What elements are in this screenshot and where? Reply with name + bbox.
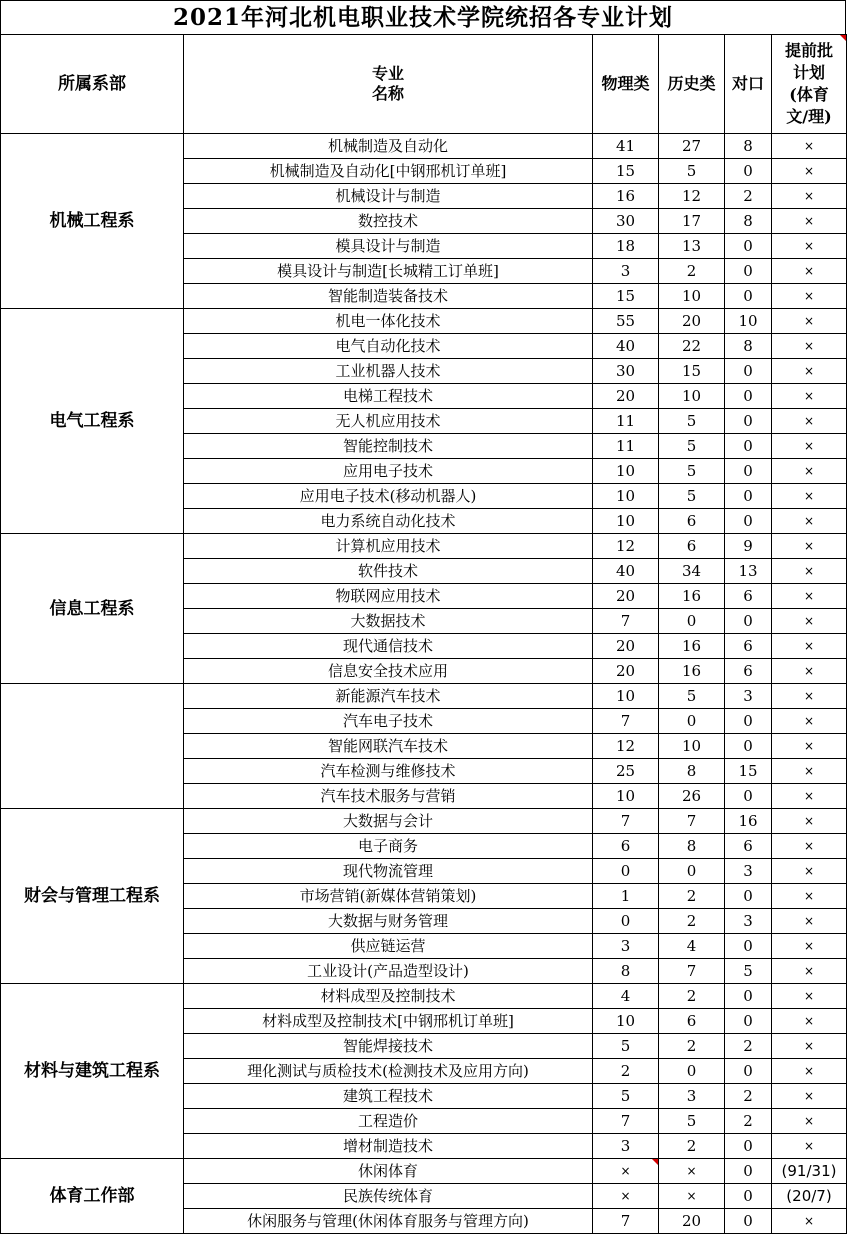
major-name-cell: 软件技术 <box>184 559 593 584</box>
vocational-count-cell: 6 <box>725 634 772 659</box>
early-admission-cell: (91/31) <box>772 1159 847 1184</box>
header-early-line1: 提前批 <box>784 41 833 60</box>
history-count-cell: 6 <box>659 509 725 534</box>
early-admission-cell: × <box>772 259 847 284</box>
vocational-count-cell: 0 <box>725 384 772 409</box>
history-count-cell: 2 <box>659 1034 725 1059</box>
early-admission-cell: × <box>772 409 847 434</box>
early-admission-cell: × <box>772 234 847 259</box>
history-count-cell: 2 <box>659 909 725 934</box>
physics-count-cell: 25 <box>593 759 659 784</box>
history-count-cell: 10 <box>659 384 725 409</box>
vocational-count-cell: 3 <box>725 859 772 884</box>
early-admission-cell: × <box>772 459 847 484</box>
major-name-cell: 建筑工程技术 <box>184 1084 593 1109</box>
physics-count-cell: 30 <box>593 359 659 384</box>
header-early-admission <box>772 35 847 134</box>
vocational-count-cell: 0 <box>725 1159 772 1184</box>
major-name-cell: 民族传统体育 <box>184 1184 593 1209</box>
history-count-cell: 8 <box>659 834 725 859</box>
physics-count-cell: 5 <box>593 1034 659 1059</box>
vocational-count-cell: 2 <box>725 1109 772 1134</box>
vocational-count-cell: 5 <box>725 959 772 984</box>
history-count-cell: 0 <box>659 1059 725 1084</box>
physics-count-cell: 40 <box>593 559 659 584</box>
history-count-cell: 16 <box>659 584 725 609</box>
early-admission-cell: × <box>772 684 847 709</box>
vocational-count-cell: 0 <box>725 284 772 309</box>
major-name-cell: 信息安全技术应用 <box>184 659 593 684</box>
vocational-count-cell: 8 <box>725 334 772 359</box>
early-admission-cell: × <box>772 309 847 334</box>
department-cell: 信息工程系 <box>1 534 184 684</box>
vocational-count-cell: 2 <box>725 1084 772 1109</box>
major-name-cell: 模具设计与制造[长城精工订单班] <box>184 259 593 284</box>
table-body <box>1 134 847 1234</box>
table-row <box>1 1159 847 1184</box>
history-count-cell: 8 <box>659 759 725 784</box>
vocational-count-cell: 0 <box>725 509 772 534</box>
vocational-count-cell: 0 <box>725 1184 772 1209</box>
major-name-cell: 电力系统自动化技术 <box>184 509 593 534</box>
physics-count-cell: 20 <box>593 634 659 659</box>
major-name-cell: 增材制造技术 <box>184 1134 593 1159</box>
vocational-count-cell: 0 <box>725 784 772 809</box>
header-major-line1: 专业 <box>371 64 404 83</box>
vocational-count-cell: 3 <box>725 684 772 709</box>
header-department: 所属系部 <box>1 35 184 134</box>
early-admission-cell: × <box>772 534 847 559</box>
header-early-line2: 计划 <box>792 63 825 82</box>
major-name-cell: 大数据与会计 <box>184 809 593 834</box>
history-count-cell: 10 <box>659 284 725 309</box>
early-admission-cell: × <box>772 884 847 909</box>
major-name-cell: 大数据与财务管理 <box>184 909 593 934</box>
major-name-cell: 汽车技术服务与营销 <box>184 784 593 809</box>
history-count-cell: 0 <box>659 709 725 734</box>
physics-count-cell: 7 <box>593 1109 659 1134</box>
vocational-count-cell: 0 <box>725 359 772 384</box>
vocational-count-cell: 0 <box>725 884 772 909</box>
history-count-cell: 2 <box>659 259 725 284</box>
early-admission-cell: × <box>772 559 847 584</box>
department-cell: 材料与建筑工程系 <box>1 984 184 1159</box>
physics-count-cell: 7 <box>593 809 659 834</box>
history-count-cell: 4 <box>659 934 725 959</box>
physics-count-cell: 1 <box>593 884 659 909</box>
major-name-cell: 汽车检测与维修技术 <box>184 759 593 784</box>
physics-count-cell: 7 <box>593 709 659 734</box>
early-admission-cell: × <box>772 334 847 359</box>
early-admission-cell: × <box>772 584 847 609</box>
early-admission-cell: × <box>772 859 847 884</box>
history-count-cell: 22 <box>659 334 725 359</box>
physics-count-cell: 7 <box>593 609 659 634</box>
history-count-cell: 5 <box>659 484 725 509</box>
table-row <box>1 809 847 834</box>
vocational-count-cell: 0 <box>725 984 772 1009</box>
major-name-cell: 休闲体育 <box>184 1159 593 1184</box>
early-admission-cell: × <box>772 609 847 634</box>
comment-marker <box>840 35 846 41</box>
early-admission-cell: × <box>772 284 847 309</box>
early-admission-cell: × <box>772 1109 847 1134</box>
physics-count-cell: 20 <box>593 384 659 409</box>
vocational-count-cell: 3 <box>725 909 772 934</box>
vocational-count-cell: 6 <box>725 659 772 684</box>
history-count-cell: 5 <box>659 1109 725 1134</box>
history-count-cell: × <box>659 1159 725 1184</box>
vocational-count-cell: 0 <box>725 234 772 259</box>
history-count-cell: 34 <box>659 559 725 584</box>
major-name-cell: 智能网联汽车技术 <box>184 734 593 759</box>
vocational-count-cell: 8 <box>725 134 772 159</box>
physics-count-cell: 11 <box>593 409 659 434</box>
vocational-count-cell: 0 <box>725 434 772 459</box>
header-early-line3: (体育 <box>789 85 829 104</box>
table-row <box>1 134 847 159</box>
physics-count-cell: 10 <box>593 509 659 534</box>
major-name-cell: 新能源汽车技术 <box>184 684 593 709</box>
vocational-count-cell: 0 <box>725 159 772 184</box>
early-admission-cell: × <box>772 759 847 784</box>
vocational-count-cell: 0 <box>725 734 772 759</box>
vocational-count-cell: 0 <box>725 1134 772 1159</box>
physics-count-cell: × <box>593 1184 659 1209</box>
header-major <box>184 35 593 134</box>
history-count-cell: 20 <box>659 1209 725 1234</box>
early-admission-cell: × <box>772 834 847 859</box>
physics-count-cell: 3 <box>593 259 659 284</box>
physics-count-cell: 12 <box>593 734 659 759</box>
table-row <box>1 684 847 709</box>
department-cell: 机械工程系 <box>1 134 184 309</box>
header-row <box>1 35 847 134</box>
major-name-cell: 应用电子技术(移动机器人) <box>184 484 593 509</box>
early-admission-cell: × <box>772 909 847 934</box>
table-row <box>1 984 847 1009</box>
major-name-cell: 休闲服务与管理(休闲体育服务与管理方向) <box>184 1209 593 1234</box>
history-count-cell: 6 <box>659 1009 725 1034</box>
major-name-cell: 模具设计与制造 <box>184 234 593 259</box>
early-admission-cell: × <box>772 359 847 384</box>
physics-count-cell: 10 <box>593 1009 659 1034</box>
physics-count-cell: 20 <box>593 584 659 609</box>
vocational-count-cell: 0 <box>725 609 772 634</box>
history-count-cell: 5 <box>659 684 725 709</box>
early-admission-cell: × <box>772 509 847 534</box>
history-count-cell: 5 <box>659 434 725 459</box>
physics-count-cell: 15 <box>593 159 659 184</box>
physics-count-cell: 8 <box>593 959 659 984</box>
history-count-cell: 5 <box>659 159 725 184</box>
history-count-cell: 16 <box>659 634 725 659</box>
physics-count-cell: 3 <box>593 1134 659 1159</box>
history-count-cell: 5 <box>659 409 725 434</box>
history-count-cell: 2 <box>659 1134 725 1159</box>
header-vocational: 对口 <box>725 35 772 134</box>
early-admission-cell: × <box>772 709 847 734</box>
department-cell: 财会与管理工程系 <box>1 809 184 984</box>
early-admission-cell: × <box>772 1059 847 1084</box>
header-major-line2: 名称 <box>371 84 404 103</box>
major-name-cell: 汽车电子技术 <box>184 709 593 734</box>
history-count-cell: × <box>659 1184 725 1209</box>
vocational-count-cell: 0 <box>725 934 772 959</box>
vocational-count-cell: 0 <box>725 259 772 284</box>
physics-count-cell: 41 <box>593 134 659 159</box>
early-admission-cell: × <box>772 209 847 234</box>
physics-count-cell: 15 <box>593 284 659 309</box>
early-admission-cell: × <box>772 784 847 809</box>
major-name-cell: 电气自动化技术 <box>184 334 593 359</box>
early-admission-cell: × <box>772 1009 847 1034</box>
early-admission-cell: × <box>772 934 847 959</box>
vocational-count-cell: 9 <box>725 534 772 559</box>
early-admission-cell: × <box>772 184 847 209</box>
physics-count-cell: × <box>593 1159 659 1184</box>
physics-count-cell: 10 <box>593 459 659 484</box>
physics-count-cell: 20 <box>593 659 659 684</box>
history-count-cell: 5 <box>659 459 725 484</box>
history-count-cell: 10 <box>659 734 725 759</box>
table-row <box>1 309 847 334</box>
major-name-cell: 无人机应用技术 <box>184 409 593 434</box>
sheet-title: 2021年河北机电职业技术学院统招各专业计划 <box>0 0 846 34</box>
major-name-cell: 工业设计(产品造型设计) <box>184 959 593 984</box>
early-admission-cell: × <box>772 159 847 184</box>
vocational-count-cell: 0 <box>725 709 772 734</box>
history-count-cell: 15 <box>659 359 725 384</box>
early-admission-cell: × <box>772 1084 847 1109</box>
physics-count-cell: 18 <box>593 234 659 259</box>
early-admission-cell: × <box>772 434 847 459</box>
history-count-cell: 3 <box>659 1084 725 1109</box>
physics-count-cell: 40 <box>593 334 659 359</box>
history-count-cell: 6 <box>659 534 725 559</box>
major-name-cell: 机械设计与制造 <box>184 184 593 209</box>
vocational-count-cell: 0 <box>725 459 772 484</box>
physics-count-cell: 0 <box>593 859 659 884</box>
major-name-cell: 物联网应用技术 <box>184 584 593 609</box>
early-admission-cell: × <box>772 134 847 159</box>
vocational-count-cell: 0 <box>725 409 772 434</box>
vocational-count-cell: 16 <box>725 809 772 834</box>
history-count-cell: 0 <box>659 859 725 884</box>
history-count-cell: 7 <box>659 959 725 984</box>
major-name-cell: 机械制造及自动化[中钢邢机订单班] <box>184 159 593 184</box>
major-name-cell: 材料成型及控制技术[中钢邢机订单班] <box>184 1009 593 1034</box>
early-admission-cell: × <box>772 809 847 834</box>
major-name-cell: 计算机应用技术 <box>184 534 593 559</box>
physics-count-cell: 10 <box>593 684 659 709</box>
vocational-count-cell: 2 <box>725 184 772 209</box>
plan-table <box>0 34 847 1234</box>
major-name-cell: 大数据技术 <box>184 609 593 634</box>
header-history: 历史类 <box>659 35 725 134</box>
history-count-cell: 16 <box>659 659 725 684</box>
vocational-count-cell: 6 <box>725 834 772 859</box>
early-admission-cell: × <box>772 1034 847 1059</box>
physics-count-cell: 3 <box>593 934 659 959</box>
major-name-cell: 智能焊接技术 <box>184 1034 593 1059</box>
history-count-cell: 27 <box>659 134 725 159</box>
early-admission-cell: × <box>772 1209 847 1234</box>
major-name-cell: 机电一体化技术 <box>184 309 593 334</box>
physics-count-cell: 30 <box>593 209 659 234</box>
major-name-cell: 电梯工程技术 <box>184 384 593 409</box>
vocational-count-cell: 13 <box>725 559 772 584</box>
early-admission-cell: × <box>772 984 847 1009</box>
header-physics: 物理类 <box>593 35 659 134</box>
history-count-cell: 17 <box>659 209 725 234</box>
major-name-cell: 电子商务 <box>184 834 593 859</box>
vocational-count-cell: 2 <box>725 1034 772 1059</box>
major-name-cell: 机械制造及自动化 <box>184 134 593 159</box>
physics-count-cell: 55 <box>593 309 659 334</box>
physics-count-cell: 0 <box>593 909 659 934</box>
comment-marker <box>652 1159 658 1165</box>
major-name-cell: 智能制造装备技术 <box>184 284 593 309</box>
major-name-cell: 理化测试与质检技术(检测技术及应用方向) <box>184 1059 593 1084</box>
history-count-cell: 2 <box>659 984 725 1009</box>
vocational-count-cell: 0 <box>725 1009 772 1034</box>
department-cell <box>1 684 184 809</box>
vocational-count-cell: 8 <box>725 209 772 234</box>
vocational-count-cell: 6 <box>725 584 772 609</box>
physics-count-cell: 16 <box>593 184 659 209</box>
history-count-cell: 26 <box>659 784 725 809</box>
physics-count-cell: 11 <box>593 434 659 459</box>
physics-count-cell: 4 <box>593 984 659 1009</box>
major-name-cell: 现代通信技术 <box>184 634 593 659</box>
early-admission-cell: × <box>772 1134 847 1159</box>
major-name-cell: 智能控制技术 <box>184 434 593 459</box>
physics-count-cell: 10 <box>593 784 659 809</box>
header-early-line4: 文/理) <box>786 107 832 126</box>
history-count-cell: 12 <box>659 184 725 209</box>
vocational-count-cell: 0 <box>725 1209 772 1234</box>
department-cell: 体育工作部 <box>1 1159 184 1234</box>
early-admission-cell: × <box>772 734 847 759</box>
physics-count-cell: 12 <box>593 534 659 559</box>
major-name-cell: 应用电子技术 <box>184 459 593 484</box>
major-name-cell: 材料成型及控制技术 <box>184 984 593 1009</box>
major-name-cell: 数控技术 <box>184 209 593 234</box>
early-admission-cell: × <box>772 634 847 659</box>
vocational-count-cell: 0 <box>725 484 772 509</box>
early-admission-cell: (20/7) <box>772 1184 847 1209</box>
major-name-cell: 现代物流管理 <box>184 859 593 884</box>
table-row <box>1 534 847 559</box>
history-count-cell: 20 <box>659 309 725 334</box>
major-name-cell: 工业机器人技术 <box>184 359 593 384</box>
history-count-cell: 2 <box>659 884 725 909</box>
history-count-cell: 7 <box>659 809 725 834</box>
early-admission-cell: × <box>772 484 847 509</box>
physics-count-cell: 10 <box>593 484 659 509</box>
major-name-cell: 市场营销(新媒体营销策划) <box>184 884 593 909</box>
early-admission-cell: × <box>772 659 847 684</box>
physics-count-cell: 6 <box>593 834 659 859</box>
major-name-cell: 供应链运营 <box>184 934 593 959</box>
physics-count-cell: 2 <box>593 1059 659 1084</box>
major-name-cell: 工程造价 <box>184 1109 593 1134</box>
department-cell: 电气工程系 <box>1 309 184 534</box>
physics-count-cell: 7 <box>593 1209 659 1234</box>
history-count-cell: 13 <box>659 234 725 259</box>
early-admission-cell: × <box>772 384 847 409</box>
physics-count-cell: 5 <box>593 1084 659 1109</box>
vocational-count-cell: 10 <box>725 309 772 334</box>
vocational-count-cell: 15 <box>725 759 772 784</box>
vocational-count-cell: 0 <box>725 1059 772 1084</box>
history-count-cell: 0 <box>659 609 725 634</box>
early-admission-cell: × <box>772 959 847 984</box>
